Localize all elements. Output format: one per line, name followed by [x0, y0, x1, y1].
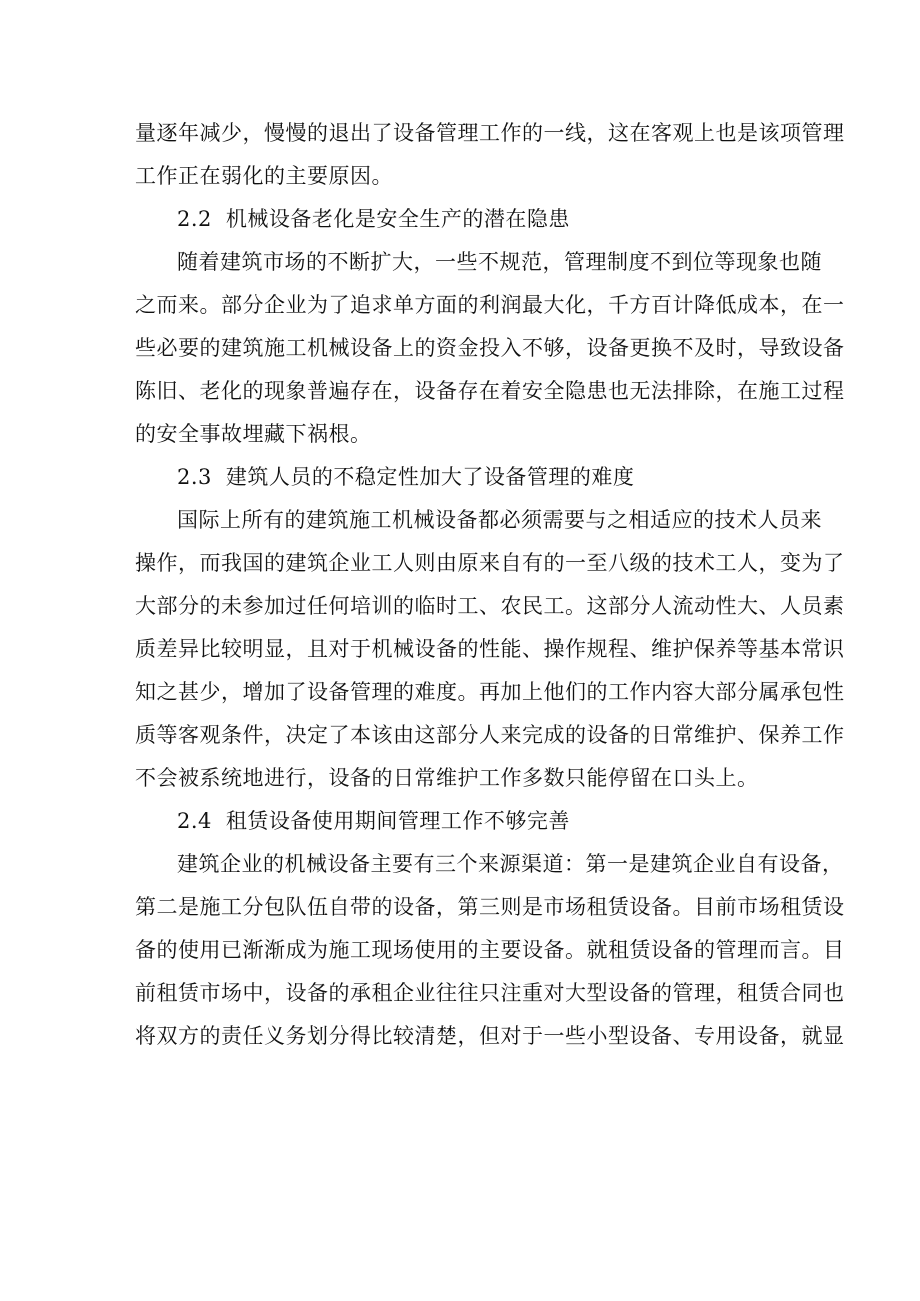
text-line: 国际上所有的建筑施工机械设备都必须需要与之相适应的技术人员来 — [177, 508, 822, 532]
text-line: 工作正在弱化的主要原因。 — [135, 164, 393, 188]
section-title: 建筑人员的不稳定性加大了设备管理的难度 — [225, 465, 635, 489]
text-line: 前租赁市场中，设备的承租企业往往只注重对大型设备的管理，租赁合同也 — [135, 981, 845, 1005]
paragraph-2-4 — [135, 843, 845, 1058]
text-line: 些必要的建筑施工机械设备上的资金投入不够，设备更换不及时，导致设备 — [135, 336, 845, 360]
section-title: 租赁设备使用期间管理工作不够完善 — [225, 809, 570, 833]
text-line: 随着建筑市场的不断扩大，一些不规范，管理制度不到位等现象也随 — [177, 250, 822, 274]
section-heading-2-2 — [135, 198, 787, 241]
document-page — [135, 112, 845, 1058]
text-line: 不会被系统地进行，设备的日常维护工作多数只能停留在口头上。 — [135, 766, 759, 790]
section-number: 2.2 — [177, 207, 212, 231]
paragraph-continued — [135, 112, 845, 198]
text-line: 的安全事故埋藏下祸根。 — [135, 422, 372, 446]
text-line: 量逐年减少，慢慢的退出了设备管理工作的一线，这在客观上也是该项管理 — [135, 121, 845, 145]
section-number: 2.4 — [177, 809, 212, 833]
section-heading-2-4 — [135, 800, 787, 843]
text-line: 知之甚少，增加了设备管理的难度。再加上他们的工作内容大部分属承包性 — [135, 680, 845, 704]
text-line: 大部分的未参加过任何培训的临时工、农民工。这部分人流动性大、人员素 — [135, 594, 845, 618]
paragraph-2-2 — [135, 241, 845, 456]
section-number: 2.3 — [177, 465, 212, 489]
section-heading-2-3 — [135, 456, 787, 499]
text-line: 质差异比较明显，且对于机械设备的性能、操作规程、维护保养等基本常识 — [135, 637, 845, 661]
text-line: 之而来。部分企业为了追求单方面的利润最大化，千方百计降低成本，在一 — [135, 293, 845, 317]
text-line: 建筑企业的机械设备主要有三个来源渠道：第一是建筑企业自有设备， — [177, 852, 844, 876]
section-title: 机械设备老化是安全生产的潜在隐患 — [225, 207, 570, 231]
text-line: 陈旧、老化的现象普遍存在，设备存在着安全隐患也无法排除，在施工过程 — [135, 379, 845, 403]
text-line: 第二是施工分包队伍自带的设备，第三则是市场租赁设备。目前市场租赁设 — [135, 895, 845, 919]
text-line: 质等客观条件，决定了本该由这部分人来完成的设备的日常维护、保养工作 — [135, 723, 845, 747]
paragraph-2-3 — [135, 499, 845, 800]
text-line: 操作，而我国的建筑企业工人则由原来自有的一至八级的技术工人，变为了 — [135, 551, 845, 575]
text-line: 将双方的责任义务划分得比较清楚，但对于一些小型设备、专用设备，就显 — [135, 1024, 845, 1048]
text-line: 备的使用已渐渐成为施工现场使用的主要设备。就租赁设备的管理而言。目 — [135, 938, 845, 962]
